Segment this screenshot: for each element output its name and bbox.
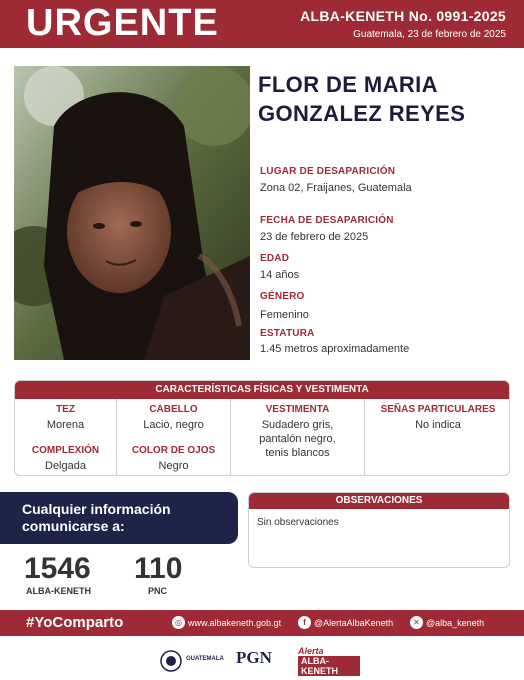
senas-column <box>365 399 510 475</box>
pgn-logo: PGN <box>236 648 272 667</box>
fecha-value: 23 de febrero de 2025 <box>260 231 369 243</box>
estatura-value: 1.45 metros aproximadamente <box>260 343 410 355</box>
complexion-label: COMPLEXIÓN <box>31 445 100 456</box>
ojos-value: Negro <box>158 460 189 472</box>
alerta-logo-top: Alerta <box>298 646 324 656</box>
observations-header: OBSERVACIONES <box>249 493 509 509</box>
website-text: www.albakeneth.gob.gt <box>188 617 282 628</box>
website-link[interactable] <box>172 616 281 629</box>
observations-text: Sin observaciones <box>257 517 339 528</box>
tez-label: TEZ <box>56 404 75 415</box>
contact-panel <box>0 492 238 544</box>
missing-person-photo <box>14 66 250 360</box>
x-icon: ✕ <box>410 616 423 629</box>
cabello-ojos-column <box>117 399 231 475</box>
alert-code: ALBA-KENETH No. 0991-2025 <box>300 8 506 24</box>
government-logo <box>160 646 226 676</box>
facebook-text: @AlertaAlbaKeneth <box>314 617 394 628</box>
share-bar <box>0 610 524 636</box>
hashtag[interactable]: #YoComparto <box>26 614 124 631</box>
alert-date: Guatemala, 23 de febrero de 2025 <box>353 29 506 40</box>
senas-label: SEÑAS PARTICULARES <box>380 404 496 415</box>
person-name: FLOR DE MARIA GONZALEZ REYES <box>258 72 466 126</box>
vestimenta-label: VESTIMENTA <box>265 404 330 415</box>
contact-text <box>22 501 171 535</box>
phone-number-alba[interactable]: 1546 <box>24 552 91 585</box>
x-text: @alba_keneth <box>426 617 485 628</box>
seal-icon <box>160 648 182 674</box>
vestimenta-line: tenis blancos <box>265 447 330 459</box>
observations-panel <box>248 492 510 568</box>
facebook-icon: f <box>298 616 311 629</box>
alerta-logo <box>298 646 360 676</box>
senas-value: No indica <box>415 419 461 431</box>
estatura-label: ESTATURA <box>260 328 315 339</box>
tez-value: Morena <box>46 419 85 431</box>
facebook-link[interactable] <box>298 616 393 629</box>
contact-line: Cualquier información <box>22 501 171 517</box>
edad-label: EDAD <box>260 253 290 264</box>
vestimenta-line: Sudadero gris, <box>261 419 334 431</box>
complexion-value: Delgada <box>45 460 86 472</box>
lugar-value: Zona 02, Fraijanes, Guatemala <box>260 182 412 194</box>
x-link[interactable] <box>410 616 484 629</box>
lugar-label: LUGAR DE DESAPARICIÓN <box>260 166 396 177</box>
fecha-label: FECHA DE DESAPARICIÓN <box>260 215 394 226</box>
phone-label-alba: ALBA-KENETH <box>26 586 91 596</box>
contact-line: comunicarse a: <box>22 518 125 534</box>
cabello-value: Lacio, negro <box>143 419 204 431</box>
phone-number-pnc[interactable]: 110 <box>134 552 183 585</box>
vestimenta-line: pantalón negro, <box>259 433 336 445</box>
genero-label: GÉNERO <box>260 291 305 302</box>
vestimenta-column <box>231 399 365 475</box>
logos-row <box>0 640 524 680</box>
cabello-label: CABELLO <box>149 404 198 415</box>
genero-value: Femenino <box>260 309 309 321</box>
globe-icon: ◎ <box>172 616 185 629</box>
alerta-logo-bottom: ALBA-KENETH <box>298 656 360 676</box>
header-bar <box>0 0 524 48</box>
characteristics-panel <box>14 380 510 476</box>
urgent-title: URGENTE <box>26 2 219 44</box>
phone-label-pnc: PNC <box>148 586 168 596</box>
tez-complexion-column <box>15 399 117 475</box>
ojos-label: COLOR DE OJOS <box>131 445 216 456</box>
gov-text: GUATEMALA <box>186 656 224 662</box>
edad-value: 14 años <box>260 269 300 281</box>
characteristics-header: CARACTERÍSTICAS FÍSICAS Y VESTIMENTA <box>15 381 509 399</box>
